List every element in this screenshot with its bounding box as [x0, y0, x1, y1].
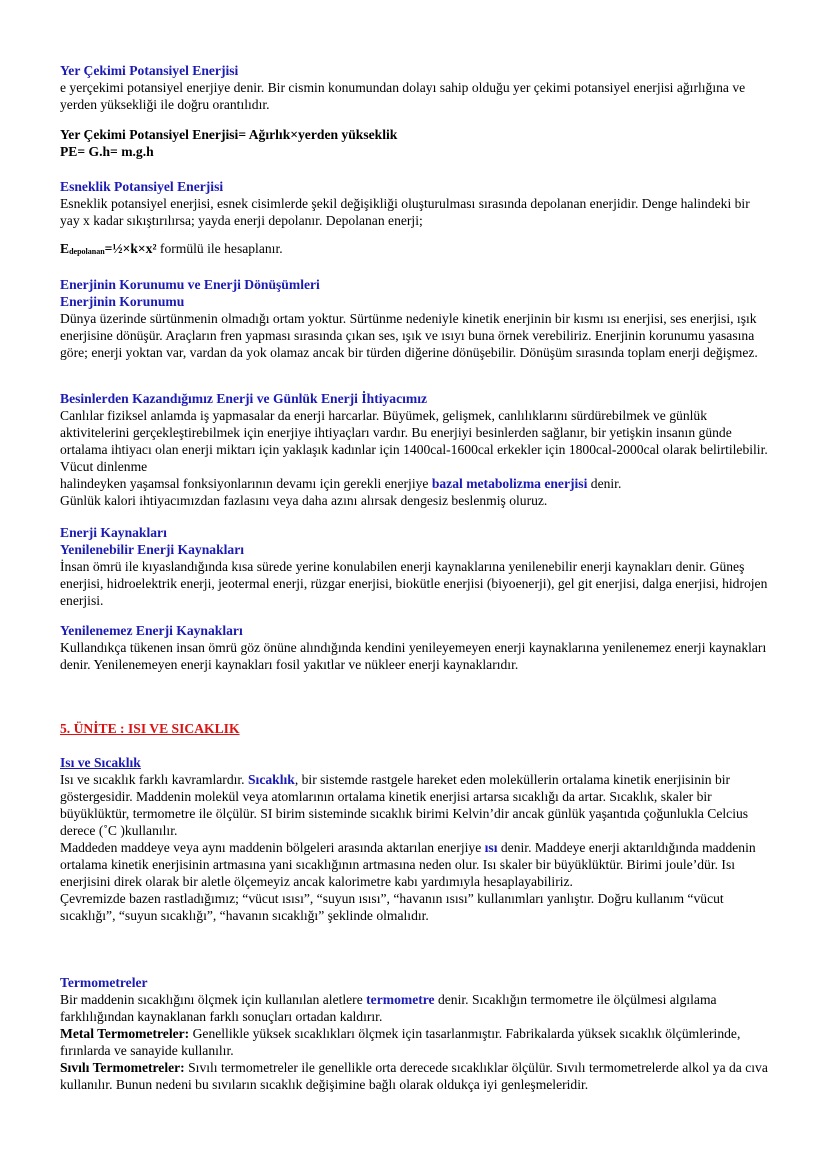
formula-tail: formülü ile hesaplanır.	[156, 241, 283, 256]
heading-nonrenewable: Yenilenemez Enerji Kaynakları	[60, 623, 243, 638]
term-metal-thermometers: Metal Termometreler:	[60, 1026, 190, 1041]
text-span: Maddeden maddeye veya aynı maddenin bölgeleri arasında aktarılan enerjiye	[60, 840, 485, 855]
paragraph-metal-thermometers	[60, 1025, 772, 1059]
section-food-energy	[60, 390, 772, 509]
paragraph-renewable: İnsan ömrü ile kıyaslandığında kısa sürede yerine konulabilen enerji kaynaklarına yenilenebilir enerji kaynakları denir. Güneş enerjisi, hidroelektrik enerji, jeotermal enerji, rüzgar enerjisi, biokütle enerjisi (biyoenerji), gel git enerjisi, dalga enerjisi, hidrojen enerjisi.	[60, 559, 768, 608]
heading-energy-conversion: Enerjinin Korunumu ve Enerji Dönüşümleri	[60, 277, 320, 292]
heading-elastic-pe: Esneklik Potansiyel Enerjisi	[60, 179, 224, 194]
heading-heat-temperature: Isı ve Sıcaklık	[60, 755, 141, 770]
formula-gravitational-words: Yer Çekimi Potansiyel Enerjisi= Ağırlık×yerden yükseklik	[60, 127, 398, 142]
text-span: Genellikle yüksek sıcaklıkları ölçmek için tasarlanmıştır. Fabrikalarda yüksek sıcaklık ölçümlerinde, fırınlarda ve sanayide kullanılır.	[60, 1026, 741, 1058]
heading-food-energy: Besinlerden Kazandığımız Enerji ve Günlük Enerji İhtiyacımız	[60, 391, 428, 406]
term-basal-metabolism: bazal metabolizma enerjisi	[431, 476, 588, 491]
heading-renewable: Yenilenebilir Enerji Kaynakları	[60, 542, 245, 557]
section-thermometers	[60, 974, 772, 1093]
paragraph-food-energy-2	[60, 475, 772, 492]
text-span: halindeyken yaşamsal fonksiyonlarının devamı için gerekli enerjiye	[60, 476, 432, 491]
text-span: Bir maddenin sıcaklığını ölçmek için kullanılan aletlere	[60, 992, 367, 1007]
text-span: Sıvılı termometreler ile genellikle orta derecede sıcaklıklar ölçülür. Sıvılı termometrelerde alkol ya da cıva kullanılır. Bunun nedeni bu sıvıların sıcaklık değişimine bağlı olarak oldukça iyi genleşmeleridir.	[60, 1060, 768, 1092]
paragraph-liquid-thermometers	[60, 1059, 772, 1093]
paragraph-heat-4: Çevremizde bazen rastladığımız; “vücut ısısı”, “suyun ısısı”, “havanın ısısı” kullanımları yanlıştır. Doğru kullanım “vücut sıcaklığı”, “suyun sıcaklığı”, “havanın sıcaklığı” şeklinde olmalıdır.	[60, 891, 724, 923]
paragraph-thermometers-1	[60, 991, 772, 1025]
text-span: denir. Maddeye enerji aktarıldığında maddenin ortalama kinetik enerjisinin artmasına yani sıcaklığının artmasına neden olur. Isı skaler bir büyüklüktür. Birimi joule’dür. Isı enerjisini direk olarak bir aletle ölçemeyiz ancak kalorimetre kabı yardımıyla hesaplayabiliriz.	[60, 840, 756, 889]
heading-gravitational-pe: Yer Çekimi Potansiyel Enerjisi	[60, 63, 239, 78]
paragraph-heat-3	[60, 839, 772, 890]
term-temperature: Sıcaklık	[247, 772, 295, 787]
text-span: denir.	[587, 476, 622, 491]
section-heat-temperature	[60, 754, 772, 924]
term-liquid-thermometers: Sıvılı Termometreler:	[60, 1060, 185, 1075]
unit-title: 5. ÜNİTE : ISI VE SICAKLIK	[60, 721, 240, 736]
paragraph-elastic-pe: Esneklik potansiyel enerjisi, esnek cisimlerde şekil değişikliği oluşturulması sırasında depolanan enerjidir. Denge halindeki bir yay x kadar sıkıştırılırsa; yayda enerji depolanır. Depolanan enerji;	[60, 196, 750, 228]
paragraph-gravitational-pe: e yerçekimi potansiyel enerjiye denir. Bir cismin konumundan dolayı sahip olduğu yer çekimi potansiyel enerjisi ağırlığına ve yerden yüksekliği ile doğru orantılıdır.	[60, 80, 746, 112]
term-thermometer: termometre	[366, 992, 435, 1007]
paragraph-food-energy-3: Günlük kalori ihtiyacımızdan fazlasını veya daha azını alırsak dengesiz beslenmiş oluruz.	[60, 493, 548, 508]
formula-subscript: depolanan	[69, 247, 105, 256]
paragraph-nonrenewable: Kullandıkça tükenen insan ömrü göz önüne alındığında kendini yenileyemeyen enerji kaynaklarına yenilenemez enerji kaynakları denir. Yenilenemeyen enerji kaynakları fosil yakıtlar ve nükleer enerji kaynaklarıdır.	[60, 640, 767, 672]
section-energy-conservation	[60, 276, 772, 361]
heading-thermometers: Termometreler	[60, 975, 148, 990]
heading-energy-conservation: Enerjinin Korunumu	[60, 294, 185, 309]
paragraph-energy-conservation: Dünya üzerinde sürtünmenin olmadığı ortam yoktur. Sürtünme nedeniyle kinetik enerjinin bir kısmı ısı enerjisi, ses enerjisi, ışık enerjisine dönüşür. Araçların fren yapması sırasında çıkan ses, ışık ve ısıyı buna örnek verebiliriz. Enerjinin korunumu yasasına göre; enerji yoktan var, vardan da yok olamaz ancak bir türden diğerine dönüşebilir. Dönüşüm sırasında toplam enerji değişmez.	[60, 311, 758, 360]
paragraph-food-energy-1: Canlılar fiziksel anlamda iş yapmasalar da enerji harcarlar. Büyümek, gelişmek, canlılıklarını sürdürebilmek ve günlük aktivitelerini gerçekleştirebilmek için enerjiye ihtiyaçları vardır. Bu enerjiyi besinlerden sağlanır, bir yetişkin insanın günde ortalama ihtiyacı olan enerji miktarı için yaklaşık kadınlar için 1400cal-1600cal erkekler için 1800cal-2000cal olarak belirtilebilir. Vücut dinlenme	[60, 408, 768, 474]
formula-gravitational-symbols: PE= G.h= m.g.h	[60, 144, 154, 159]
paragraph-heat-2: büyüklüktür, termometre ile ölçülür. SI birim sisteminde sıcaklık birimi Kelvin’dir ancak günlük yaşantıda çoğunlukla Celcius derece (˚C )kullanılır.	[60, 806, 749, 838]
section-renewable	[60, 524, 772, 609]
formula-rest: =½×k×x²	[104, 241, 157, 256]
section-elastic-pe	[60, 178, 772, 229]
paragraph-heat-1	[60, 771, 772, 805]
unit-heading-block	[60, 720, 772, 737]
section-nonrenewable	[60, 622, 772, 673]
formula-elastic	[60, 240, 772, 260]
text-span: Isı ve sıcaklık farklı kavramlardır.	[60, 772, 248, 787]
formula-e: E	[60, 241, 70, 256]
text-span: denir. Sıcaklığın termometre ile ölçülmesi algılama farklılığından kaynaklanan farklı sonuçları ortadan kaldırır.	[60, 992, 717, 1024]
text-span: , bir sistemde rastgele hareket eden moleküllerin ortalama kinetik enerjisinin bir göstergesidir. Maddenin molekül veya atomlarının ortalama kinetik enerjisi artarsa sıcaklığı da artar. Sıcaklık, skaler bir	[60, 772, 731, 804]
term-heat: ısı	[484, 840, 498, 855]
formula-block-gravitational	[60, 126, 772, 160]
section-gravitational-pe	[60, 62, 772, 113]
heading-energy-sources: Enerji Kaynakları	[60, 525, 167, 540]
